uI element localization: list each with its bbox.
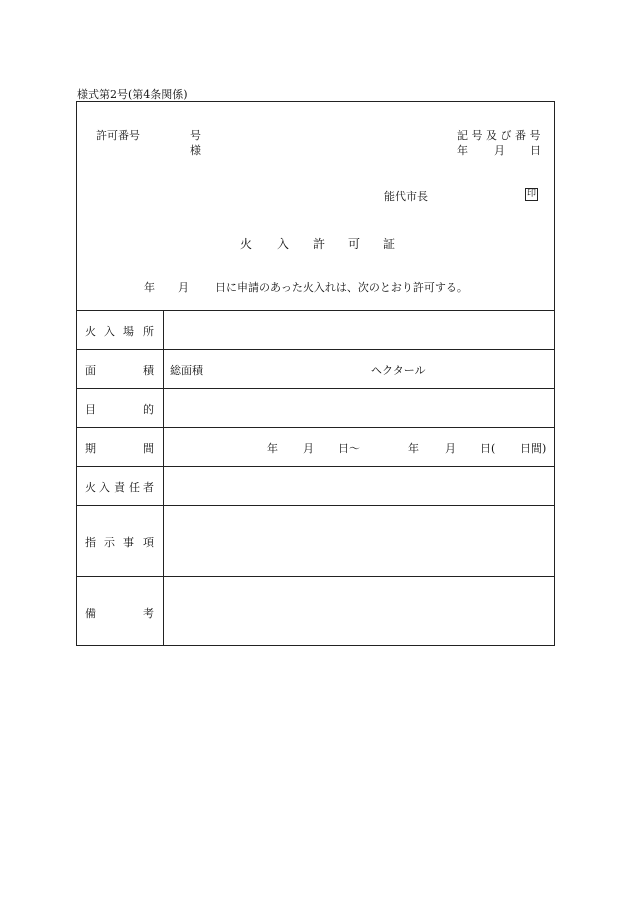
period-end-day: 日( bbox=[480, 442, 496, 455]
row-divider bbox=[77, 505, 554, 506]
row-divider bbox=[77, 466, 554, 467]
row-divider bbox=[77, 576, 554, 577]
period-start-month: 月 bbox=[303, 442, 314, 455]
row-divider bbox=[77, 427, 554, 428]
period-end-year: 年 bbox=[408, 442, 419, 455]
column-divider bbox=[163, 310, 164, 646]
row-divider bbox=[77, 349, 554, 350]
title-char-1: 火 bbox=[240, 237, 253, 251]
row-divider bbox=[77, 388, 554, 389]
symbol-and-number-label: 記 号 及 び 番 号 bbox=[457, 129, 541, 142]
title-char-4: 可 bbox=[348, 237, 361, 251]
permit-form: 許可番号 号 様 記 号 及 び 番 号 年 月 日 能代市長 印 火 入 許 可 証 年 月 日に申請のあった火入れは、次のとおり許可する。 火 入 場 所 面 積 総面積 ヘクタール 目 的 期 間 年 月 日〜 年 月 日( 日間) 火 入 責 任 者 指 示 事 項 備 考 bbox=[76, 101, 555, 646]
period-start-year: 年 bbox=[267, 442, 278, 455]
total-area-label: 総面積 bbox=[170, 364, 203, 377]
hectare-unit: ヘクタール bbox=[371, 364, 426, 377]
issue-date-year: 年 bbox=[457, 144, 468, 157]
permit-number-label: 許可番号 bbox=[96, 129, 140, 142]
statement-month: 月 bbox=[178, 281, 189, 294]
title-char-3: 許 bbox=[313, 237, 326, 251]
form-number-label: 様式第2号(第4条関係) bbox=[77, 88, 188, 101]
statement-year: 年 bbox=[144, 281, 155, 294]
seal-mark: 印 bbox=[526, 189, 536, 199]
title-char-5: 証 bbox=[383, 237, 396, 251]
statement-text: 日に申請のあった火入れは、次のとおり許可する。 bbox=[215, 281, 468, 294]
table-top-line bbox=[77, 310, 554, 311]
period-end-month: 月 bbox=[445, 442, 456, 455]
number-suffix: 号 bbox=[190, 129, 201, 142]
period-start-day: 日〜 bbox=[338, 442, 360, 455]
issue-date-day: 日 bbox=[530, 144, 541, 157]
issuer-name: 能代市長 bbox=[384, 190, 428, 203]
issue-date-month: 月 bbox=[494, 144, 505, 157]
period-day-count: 日間) bbox=[520, 442, 547, 455]
addressee-suffix: 様 bbox=[190, 144, 201, 157]
title-char-2: 入 bbox=[277, 237, 290, 251]
